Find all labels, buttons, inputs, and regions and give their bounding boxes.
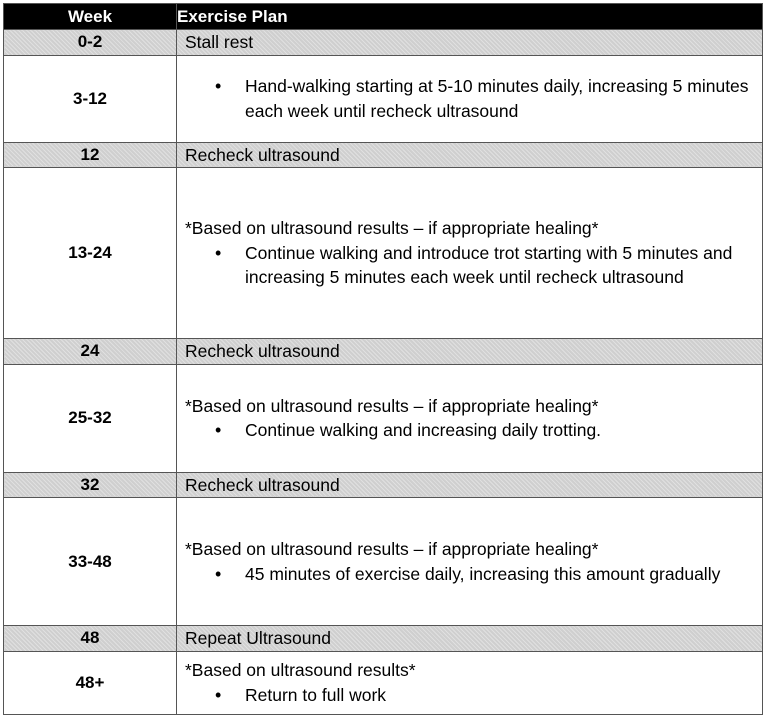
- table-row: [4, 168, 763, 339]
- header-row: [4, 4, 763, 30]
- table-row: [4, 30, 763, 56]
- plan-cell: Repeat Ultrasound: [177, 626, 763, 652]
- bullet-list: [185, 683, 762, 708]
- table-row: [4, 364, 763, 472]
- exercise-plan-table: [3, 3, 763, 715]
- plan-cell: [177, 364, 763, 472]
- bullet-item: • Return to full work: [185, 683, 762, 708]
- week-cell: 48: [4, 626, 177, 652]
- healing-note: *Based on ultrasound results – if appropriate healing*: [185, 539, 599, 559]
- healing-note: *Based on ultrasound results – if appropriate healing*: [185, 395, 599, 416]
- table-row: [4, 498, 763, 626]
- week-cell: 13-24: [4, 168, 177, 339]
- week-cell: 33-48: [4, 498, 177, 626]
- week-cell: 12: [4, 142, 177, 168]
- plan-cell: Recheck ultrasound: [177, 339, 763, 365]
- week-cell: 0-2: [4, 30, 177, 56]
- bullet-item: • Continue walking and introduce trot starting with 5 minutes and increasing 5 minutes each week until recheck ultrasound: [185, 241, 762, 290]
- exercise-plan-column-header: Exercise Plan: [177, 4, 763, 30]
- bullet-item: • Hand-walking starting at 5-10 minutes daily, increasing 5 minutes each week until recheck ultrasound: [185, 74, 762, 123]
- table-row: [4, 472, 763, 498]
- bullet-list: [185, 562, 762, 587]
- plan-cell: [177, 651, 763, 714]
- week-column-header: Week: [4, 4, 177, 30]
- plan-cell: Stall rest: [177, 30, 763, 56]
- bullet-item: • Continue walking and increasing daily trotting.: [185, 418, 762, 443]
- week-cell: 3-12: [4, 55, 177, 142]
- table-row: [4, 55, 763, 142]
- healing-note: *Based on ultrasound results – if appropriate healing*: [185, 218, 599, 239]
- plan-cell: [177, 498, 763, 626]
- healing-note: *Based on ultrasound results*: [185, 660, 416, 680]
- plan-cell: Recheck ultrasound: [177, 472, 763, 498]
- plan-cell: [177, 168, 763, 339]
- table-row: [4, 142, 763, 168]
- table-row: [4, 339, 763, 365]
- bullet-list: [185, 241, 762, 290]
- week-cell: 25-32: [4, 364, 177, 472]
- week-cell: 48+: [4, 651, 177, 714]
- week-cell: 24: [4, 339, 177, 365]
- week-cell: 32: [4, 472, 177, 498]
- table-row: [4, 626, 763, 652]
- table-row: [4, 651, 763, 714]
- plan-cell: [177, 55, 763, 142]
- bullet-list: [185, 74, 762, 123]
- bullet-item: • 45 minutes of exercise daily, increasing this amount gradually: [185, 562, 762, 587]
- plan-cell: Recheck ultrasound: [177, 142, 763, 168]
- bullet-list: [185, 418, 762, 443]
